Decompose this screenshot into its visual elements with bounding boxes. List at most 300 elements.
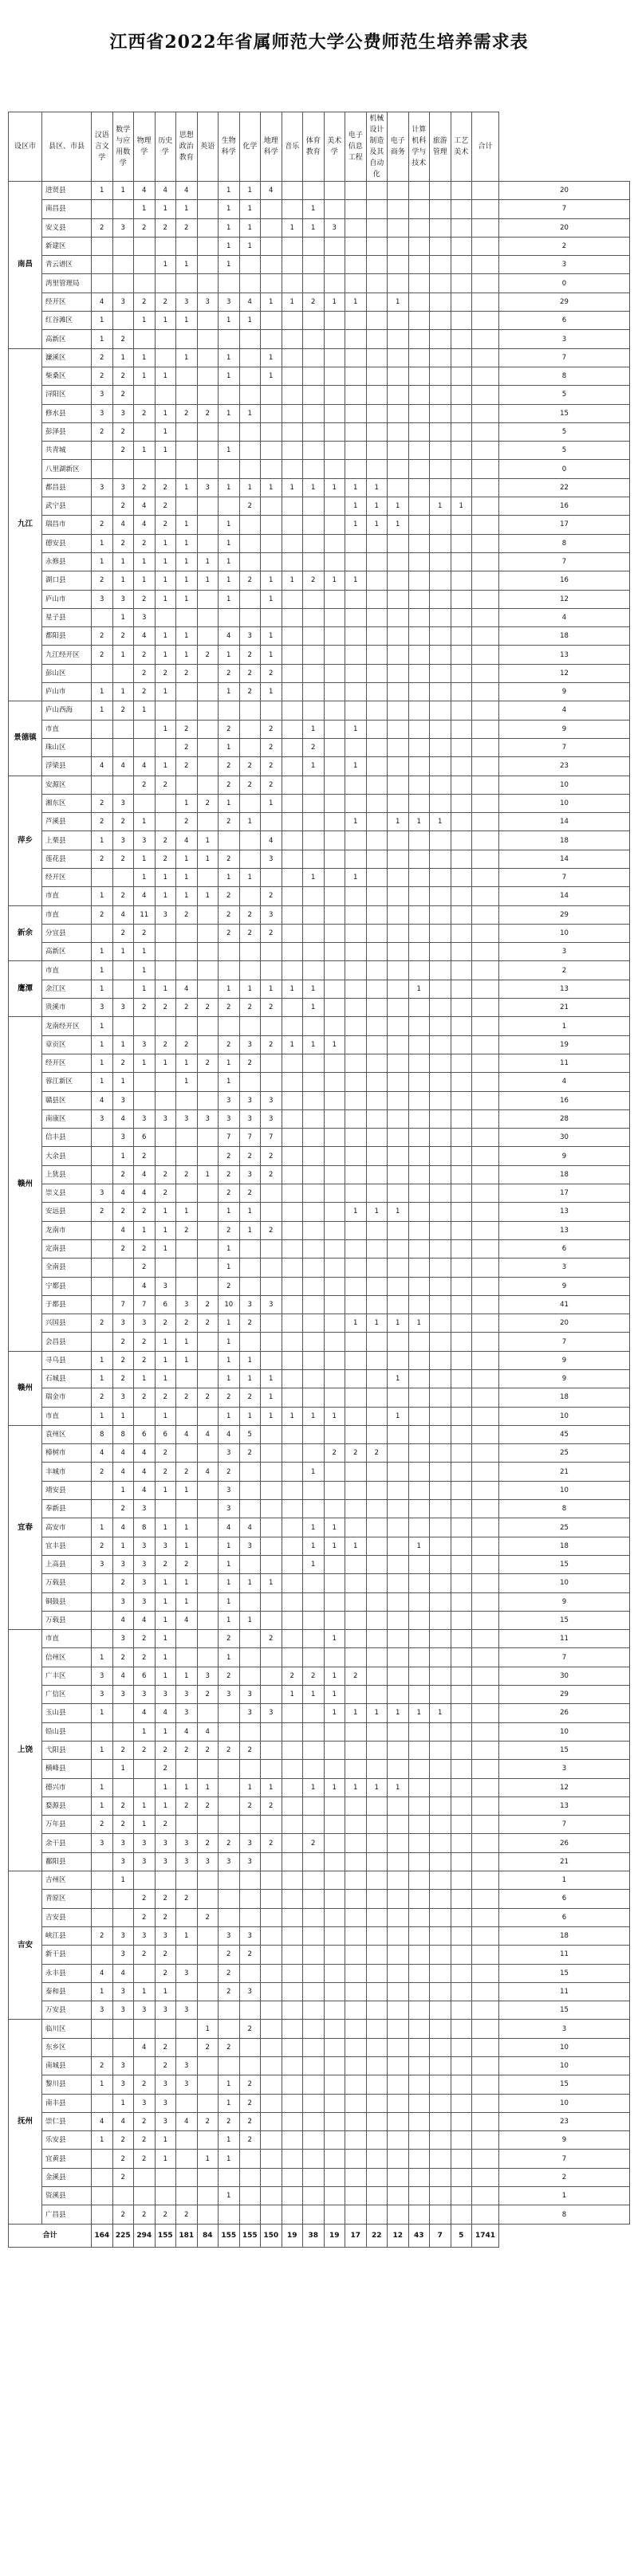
value-cell <box>430 1425 451 1443</box>
value-cell <box>408 1295 430 1314</box>
value-cell: 4 <box>112 905 134 924</box>
value-cell: 4 <box>92 1444 113 1463</box>
value-cell <box>408 1611 430 1629</box>
value-cell <box>345 1760 367 1778</box>
value-cell <box>92 1277 113 1295</box>
value-cell: 1 <box>92 1407 113 1425</box>
value-cell <box>155 2187 176 2205</box>
value-cell <box>176 2020 198 2038</box>
value-cell <box>92 1722 113 1741</box>
value-cell <box>451 980 472 998</box>
column-header: 工艺美术 <box>451 112 472 182</box>
value-cell <box>408 1370 430 1388</box>
value-cell <box>388 182 409 200</box>
value-cell: 1 <box>345 1203 367 1221</box>
county-cell: 修水县 <box>42 404 92 422</box>
value-cell <box>472 182 499 200</box>
value-cell <box>282 1852 303 1871</box>
value-cell <box>282 200 303 218</box>
value-cell: 1 <box>388 1370 409 1388</box>
table-row <box>9 2038 630 2056</box>
value-cell <box>345 1648 367 1667</box>
value-cell <box>324 516 345 534</box>
value-cell: 1 <box>176 1778 198 1797</box>
value-cell <box>324 590 345 608</box>
value-cell <box>451 1852 472 1871</box>
value-cell <box>176 2038 198 2056</box>
value-cell: 1 <box>219 404 240 422</box>
row-total-cell: 0 <box>499 274 630 293</box>
value-cell: 2 <box>112 1203 134 1221</box>
value-cell <box>388 1109 409 1128</box>
value-cell: 1 <box>92 330 113 348</box>
footer-value-cell: 38 <box>303 2224 325 2247</box>
value-cell: 1 <box>134 813 156 831</box>
value-cell: 4 <box>112 757 134 776</box>
value-cell <box>430 1760 451 1778</box>
table-row <box>9 1574 630 1592</box>
table-row <box>9 1017 630 1035</box>
value-cell: 4 <box>112 1184 134 1203</box>
value-cell <box>366 1574 388 1592</box>
value-cell: 2 <box>176 813 198 831</box>
value-cell <box>282 608 303 626</box>
row-total-cell: 21 <box>499 999 630 1017</box>
county-cell: 资溪县 <box>42 2187 92 2205</box>
county-cell: 德安县 <box>42 534 92 552</box>
value-cell <box>219 422 240 441</box>
value-cell: 1 <box>303 868 325 886</box>
value-cell: 8 <box>92 1425 113 1443</box>
value-cell <box>303 1946 325 1964</box>
value-cell: 3 <box>92 1834 113 1852</box>
value-cell <box>324 1574 345 1592</box>
value-cell: 1 <box>197 2150 219 2168</box>
value-cell <box>451 850 472 868</box>
value-cell <box>451 999 472 1017</box>
row-total-cell: 20 <box>499 182 630 200</box>
value-cell: 3 <box>112 794 134 812</box>
value-cell <box>239 590 261 608</box>
value-cell: 2 <box>219 850 240 868</box>
value-cell <box>430 590 451 608</box>
value-cell <box>92 1630 113 1648</box>
value-cell: 2 <box>176 757 198 776</box>
value-cell <box>345 1611 367 1629</box>
value-cell: 2 <box>112 330 134 348</box>
value-cell <box>472 1722 499 1741</box>
value-cell <box>472 2020 499 2038</box>
table-row <box>9 738 630 756</box>
value-cell: 2 <box>155 2056 176 2075</box>
value-cell <box>472 1871 499 1890</box>
value-cell: 1 <box>303 1035 325 1054</box>
value-cell: 3 <box>155 1852 176 1871</box>
value-cell <box>324 701 345 720</box>
value-cell: 2 <box>176 720 198 738</box>
value-cell <box>324 1926 345 1945</box>
table-row <box>9 1425 630 1443</box>
value-cell <box>92 2150 113 2168</box>
value-cell <box>472 1890 499 1908</box>
value-cell <box>324 627 345 646</box>
value-cell: 2 <box>92 646 113 664</box>
value-cell <box>303 850 325 868</box>
value-cell <box>430 1518 451 1537</box>
value-cell: 1 <box>219 1054 240 1072</box>
value-cell: 1 <box>176 1351 198 1369</box>
value-cell <box>155 1073 176 1091</box>
value-cell: 2 <box>324 1444 345 1463</box>
value-cell: 1 <box>92 831 113 850</box>
value-cell <box>388 720 409 738</box>
county-cell: 万载县 <box>42 1574 92 1592</box>
value-cell <box>112 720 134 738</box>
value-cell <box>134 422 156 441</box>
row-total-cell: 21 <box>499 1463 630 1481</box>
value-cell <box>366 237 388 255</box>
value-cell: 2 <box>176 2205 198 2224</box>
value-cell: 4 <box>176 2112 198 2130</box>
value-cell <box>388 237 409 255</box>
value-cell <box>282 1518 303 1537</box>
value-cell <box>134 2056 156 2075</box>
value-cell <box>430 1982 451 2001</box>
table-row <box>9 701 630 720</box>
value-cell <box>408 720 430 738</box>
value-cell: 2 <box>197 1908 219 1926</box>
value-cell <box>430 701 451 720</box>
value-cell <box>282 1203 303 1221</box>
value-cell <box>239 1592 261 1611</box>
value-cell: 2 <box>92 1203 113 1221</box>
value-cell: 2 <box>219 1834 240 1852</box>
value-cell: 4 <box>176 182 198 200</box>
value-cell <box>92 738 113 756</box>
value-cell <box>472 1500 499 1518</box>
value-cell <box>92 1760 113 1778</box>
value-cell <box>408 256 430 274</box>
value-cell <box>324 1425 345 1443</box>
value-cell: 2 <box>219 720 240 738</box>
value-cell: 2 <box>112 1370 134 1388</box>
value-cell <box>197 590 219 608</box>
value-cell <box>239 516 261 534</box>
value-cell <box>430 1221 451 1239</box>
value-cell <box>366 367 388 385</box>
value-cell: 2 <box>112 813 134 831</box>
value-cell: 1 <box>219 2187 240 2205</box>
value-cell <box>345 1481 367 1499</box>
value-cell <box>345 1035 367 1054</box>
row-total-cell: 3 <box>499 256 630 274</box>
value-cell: 1 <box>92 943 113 961</box>
value-cell <box>408 1165 430 1184</box>
value-cell <box>388 1333 409 1351</box>
value-cell <box>472 2094 499 2112</box>
value-cell <box>345 980 367 998</box>
value-cell <box>261 1946 282 1964</box>
value-cell <box>472 887 499 905</box>
value-cell: 2 <box>134 924 156 942</box>
value-cell <box>261 1537 282 1555</box>
row-total-cell: 28 <box>499 1109 630 1128</box>
value-cell: 2 <box>176 1741 198 1759</box>
table-row <box>9 2168 630 2186</box>
value-cell <box>112 1908 134 1926</box>
value-cell: 1 <box>155 1481 176 1499</box>
value-cell <box>366 1611 388 1629</box>
value-cell: 1 <box>324 1035 345 1054</box>
value-cell <box>430 367 451 385</box>
value-cell <box>324 868 345 886</box>
value-cell <box>282 348 303 367</box>
table-footer-row <box>9 2224 630 2247</box>
table-row <box>9 442 630 460</box>
value-cell <box>366 1351 388 1369</box>
row-total-cell: 6 <box>499 312 630 330</box>
value-cell <box>408 1760 430 1778</box>
value-cell: 2 <box>134 646 156 664</box>
value-cell <box>345 1630 367 1648</box>
value-cell <box>176 961 198 980</box>
column-header: 汉语言文学 <box>92 112 113 182</box>
value-cell: 2 <box>176 664 198 682</box>
value-cell: 4 <box>134 1184 156 1203</box>
value-cell: 3 <box>112 1630 134 1648</box>
value-cell: 3 <box>134 1035 156 1054</box>
value-cell <box>472 961 499 980</box>
value-cell <box>345 2038 367 2056</box>
value-cell: 1 <box>388 293 409 311</box>
value-cell: 1 <box>155 422 176 441</box>
value-cell: 1 <box>303 757 325 776</box>
value-cell: 2 <box>92 2056 113 2075</box>
value-cell <box>239 608 261 626</box>
value-cell: 2 <box>219 1388 240 1407</box>
row-total-cell: 2 <box>499 961 630 980</box>
value-cell <box>112 1778 134 1797</box>
value-cell <box>176 924 198 942</box>
value-cell: 1 <box>219 590 240 608</box>
value-cell: 1 <box>219 1239 240 1258</box>
value-cell: 2 <box>239 2020 261 2038</box>
value-cell: 4 <box>134 1165 156 1184</box>
value-cell <box>366 1017 388 1035</box>
column-header: 物理学 <box>134 112 156 182</box>
value-cell <box>430 1129 451 1147</box>
value-cell <box>261 1871 282 1890</box>
value-cell <box>261 1816 282 1834</box>
value-cell: 2 <box>155 831 176 850</box>
value-cell: 2 <box>219 1946 240 1964</box>
value-cell <box>388 1259 409 1277</box>
table-row <box>9 218 630 237</box>
value-cell <box>282 1537 303 1555</box>
value-cell <box>112 200 134 218</box>
value-cell <box>366 1946 388 1964</box>
value-cell <box>345 887 367 905</box>
value-cell: 2 <box>112 1816 134 1834</box>
value-cell <box>324 330 345 348</box>
value-cell: 2 <box>239 905 261 924</box>
value-cell <box>388 590 409 608</box>
value-cell: 2 <box>112 497 134 516</box>
value-cell <box>324 1109 345 1128</box>
value-cell <box>324 794 345 812</box>
value-cell <box>303 1890 325 1908</box>
value-cell <box>451 720 472 738</box>
value-cell <box>261 1481 282 1499</box>
value-cell: 2 <box>261 1147 282 1165</box>
value-cell <box>176 1370 198 1388</box>
value-cell <box>112 237 134 255</box>
value-cell <box>430 1964 451 1982</box>
value-cell: 3 <box>134 608 156 626</box>
table-row <box>9 1035 630 1054</box>
value-cell <box>430 1295 451 1314</box>
value-cell <box>282 1778 303 1797</box>
value-cell <box>345 1816 367 1834</box>
city-cell: 抚州 <box>9 2020 42 2224</box>
value-cell: 6 <box>155 1425 176 1443</box>
value-cell <box>197 776 219 794</box>
value-cell <box>430 1184 451 1203</box>
value-cell: 4 <box>176 1722 198 1741</box>
value-cell: 1 <box>282 1686 303 1704</box>
value-cell: 1 <box>155 1611 176 1629</box>
value-cell <box>261 868 282 886</box>
value-cell <box>388 1017 409 1035</box>
value-cell: 3 <box>197 1667 219 1685</box>
value-cell: 1 <box>239 1611 261 1629</box>
value-cell <box>324 274 345 293</box>
value-cell <box>451 776 472 794</box>
value-cell <box>451 1221 472 1239</box>
value-cell <box>408 1667 430 1685</box>
value-cell <box>451 2075 472 2094</box>
value-cell: 1 <box>155 1630 176 1648</box>
table-row <box>9 552 630 571</box>
value-cell <box>366 646 388 664</box>
value-cell <box>345 1054 367 1072</box>
value-cell <box>303 776 325 794</box>
value-cell: 10 <box>219 1295 240 1314</box>
value-cell: 7 <box>134 1295 156 1314</box>
value-cell <box>176 1908 198 1926</box>
value-cell <box>451 1073 472 1091</box>
county-cell: 安义县 <box>42 218 92 237</box>
value-cell <box>176 1259 198 1277</box>
value-cell <box>472 1797 499 1815</box>
value-cell <box>282 460 303 478</box>
value-cell <box>408 1648 430 1667</box>
value-cell <box>92 1259 113 1277</box>
value-cell: 2 <box>261 776 282 794</box>
value-cell <box>176 1129 198 1147</box>
value-cell <box>345 218 367 237</box>
value-cell: 4 <box>92 1964 113 1982</box>
value-cell <box>282 1091 303 1109</box>
county-cell: 贵溪市 <box>42 999 92 1017</box>
value-cell: 1 <box>303 720 325 738</box>
value-cell <box>430 274 451 293</box>
value-cell: 1 <box>324 1537 345 1555</box>
value-cell <box>451 2038 472 2056</box>
value-cell <box>324 1816 345 1834</box>
value-cell <box>345 683 367 701</box>
value-cell <box>472 1388 499 1407</box>
value-cell <box>345 1592 367 1611</box>
value-cell: 1 <box>282 1035 303 1054</box>
value-cell <box>282 1351 303 1369</box>
value-cell <box>430 720 451 738</box>
value-cell: 2 <box>239 2094 261 2112</box>
county-cell: 彭山区 <box>42 664 92 682</box>
value-cell: 2 <box>197 1797 219 1815</box>
value-cell: 2 <box>112 2131 134 2150</box>
value-cell: 1 <box>92 980 113 998</box>
value-cell <box>345 1555 367 1573</box>
value-cell <box>324 2187 345 2205</box>
value-cell <box>408 627 430 646</box>
value-cell <box>197 2131 219 2150</box>
value-cell: 2 <box>261 1165 282 1184</box>
value-cell: 1 <box>239 1574 261 1592</box>
table-row <box>9 1259 630 1277</box>
value-cell <box>303 1611 325 1629</box>
value-cell <box>324 1741 345 1759</box>
value-cell: 2 <box>176 218 198 237</box>
value-cell: 1 <box>239 182 261 200</box>
value-cell: 3 <box>92 386 113 404</box>
value-cell <box>408 1463 430 1481</box>
value-cell <box>303 1852 325 1871</box>
value-cell <box>261 2168 282 2186</box>
value-cell <box>366 738 388 756</box>
value-cell <box>451 1797 472 1815</box>
row-total-cell: 10 <box>499 2094 630 2112</box>
value-cell <box>239 943 261 961</box>
value-cell <box>134 1017 156 1035</box>
value-cell <box>219 2020 240 2038</box>
value-cell <box>282 1073 303 1091</box>
value-cell: 1 <box>239 218 261 237</box>
value-cell: 2 <box>134 1741 156 1759</box>
row-total-cell: 30 <box>499 1129 630 1147</box>
value-cell: 1 <box>155 590 176 608</box>
county-cell: 德兴市 <box>42 1778 92 1797</box>
county-cell: 横峰县 <box>42 1760 92 1778</box>
county-cell: 高安市 <box>42 1518 92 1537</box>
value-cell: 3 <box>134 2001 156 2020</box>
value-cell: 1 <box>155 1797 176 1815</box>
value-cell <box>176 2150 198 2168</box>
value-cell: 2 <box>176 1221 198 1239</box>
value-cell <box>430 516 451 534</box>
value-cell <box>430 2001 451 2020</box>
value-cell <box>345 1165 367 1184</box>
value-cell <box>239 1667 261 1685</box>
value-cell: 1 <box>219 980 240 998</box>
value-cell <box>388 1722 409 1741</box>
value-cell <box>451 1351 472 1369</box>
value-cell: 3 <box>155 2094 176 2112</box>
value-cell <box>388 2131 409 2150</box>
value-cell <box>388 1816 409 1834</box>
value-cell <box>261 330 282 348</box>
value-cell <box>155 274 176 293</box>
